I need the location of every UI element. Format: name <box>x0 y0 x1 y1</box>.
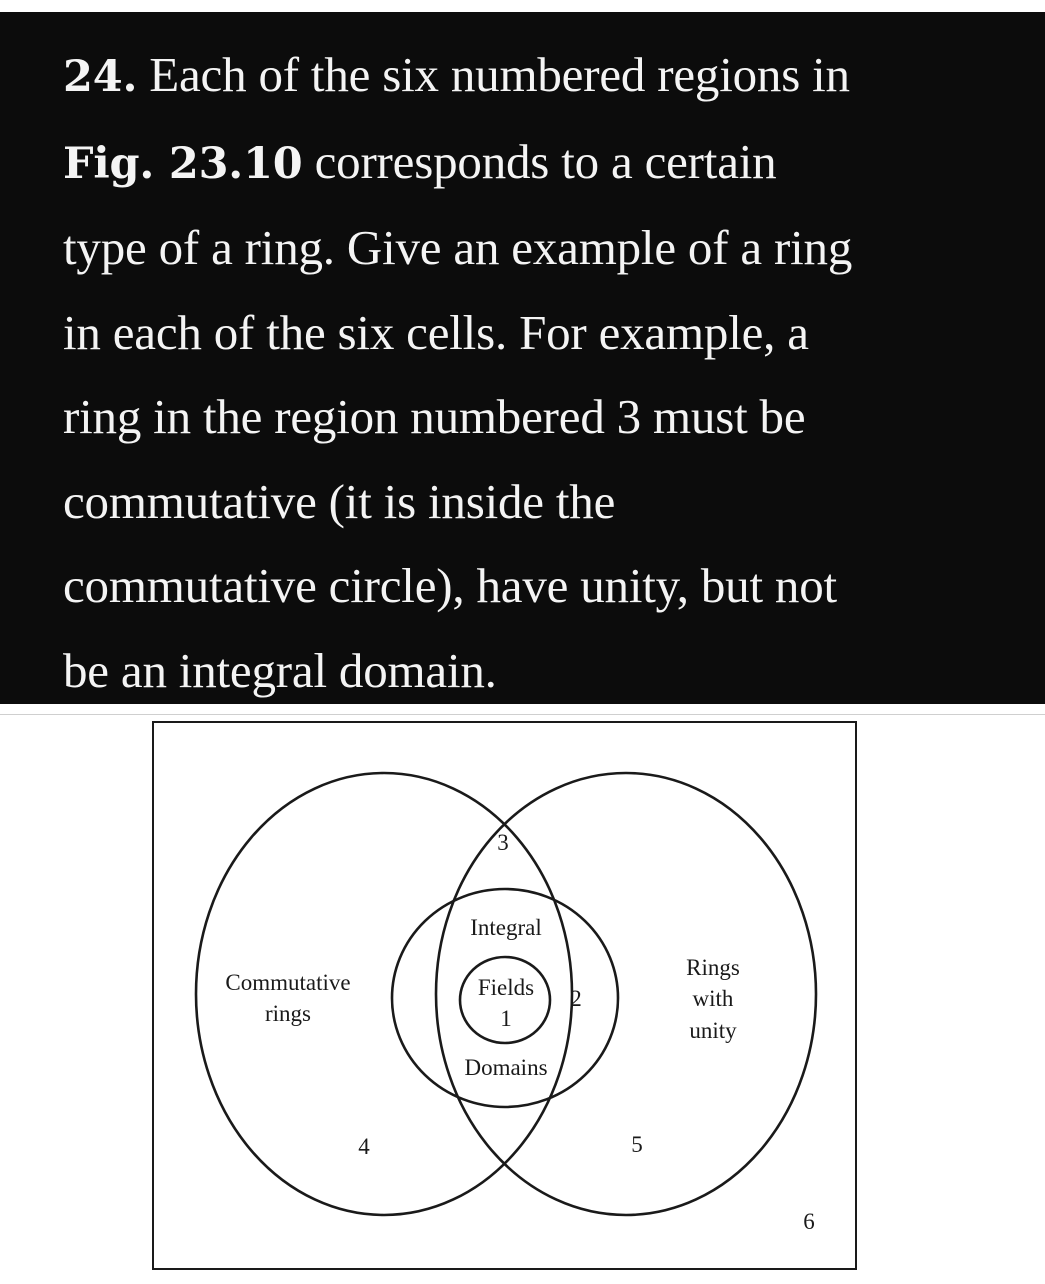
region-number-3: 3 <box>497 830 509 855</box>
problem-number: 24. <box>63 52 138 102</box>
fields-label: Fields <box>477 975 535 1000</box>
region-number-6: 6 <box>803 1209 815 1234</box>
problem-text-line-7: commutative circle), have unity, but not <box>63 558 837 613</box>
region-number-2: 2 <box>570 986 582 1011</box>
rings-with-unity-label-line-2: with <box>692 986 734 1011</box>
rings-with-unity-label-line-1: Rings <box>686 955 740 980</box>
problem-text-line-4: in each of the six cells. For example, a <box>63 304 809 360</box>
problem-text-line-5: ring in the region numbered 3 must be <box>63 389 806 444</box>
problem-text-lead: Each of the six numbered regions in <box>149 47 850 102</box>
commutative-rings-label-line-1: Commutative <box>225 970 351 995</box>
region-number-5: 5 <box>631 1132 643 1157</box>
integral-domains-label-top: Integral <box>470 915 542 940</box>
problem-text-line-3: type of a ring. Give an example of a ring <box>63 220 853 275</box>
region-number-1: 1 <box>500 1006 512 1031</box>
region-number-4: 4 <box>358 1134 370 1159</box>
integral-domains-label-bottom: Domains <box>464 1055 548 1080</box>
rings-with-unity-label-line-3: unity <box>689 1018 737 1043</box>
figure-reference: Fig. 23.10 <box>63 138 303 189</box>
commutative-rings-label-line-2: rings <box>265 1001 311 1026</box>
problem-text-line-2: corresponds to a certain <box>314 133 777 189</box>
problem-text-line-6: commutative (it is inside the <box>63 473 616 529</box>
problem-text-line-8: be an integral domain. <box>63 642 497 698</box>
